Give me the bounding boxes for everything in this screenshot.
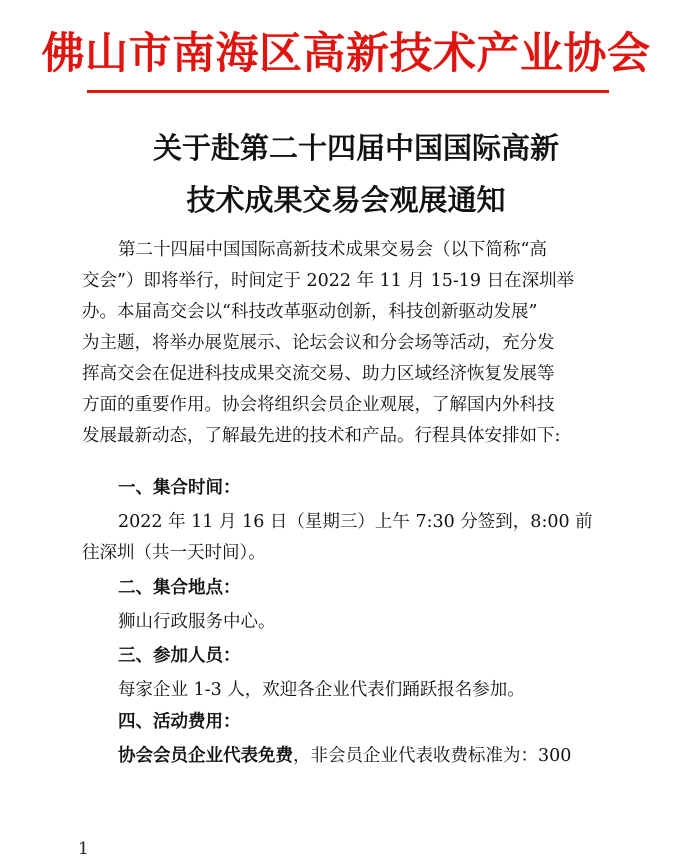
intro-paragraph [82, 235, 610, 452]
organization-header: 佛山市南海区高新技术产业协会 [41, 29, 651, 79]
intro-line: 方面的重要作用。协会将组织会员企业观展，了解国内外科技 [82, 395, 555, 415]
fees-free-text: 协会会员企业代表免费 [118, 746, 293, 766]
participants-text: 每家企业 1-3 人，欢迎各企业代表们踊跃报名参加。 [118, 680, 525, 700]
intro-line: 第二十四届中国国际高新技术成果交易会（以下简称“高 [118, 240, 547, 260]
section-heading-fees: 四、活动费用： [118, 712, 241, 732]
intro-line: 发展最新动态，了解最先进的技术和产品。行程具体安排如下: [82, 426, 561, 446]
fees-standard-text: ，非会员企业代表收费标准为：300 [293, 746, 572, 766]
intro-line: 交会”）即将举行，时间定于 2022 年 11 月 15-19 日在深圳举 [82, 271, 575, 291]
section-heading-gathering-time: 一、集合时间： [118, 478, 241, 498]
document-title-line-2: 技术成果交易会观展通知 [186, 183, 506, 217]
page-number: 1 [78, 839, 89, 859]
section-heading-participants: 三、参加人员： [118, 646, 241, 666]
intro-line: 办。本届高交会以“科技改革驱动创新，科技创新驱动发展” [82, 302, 538, 322]
section-heading-gathering-place: 二、集合地点： [118, 578, 241, 598]
intro-line: 挥高交会在促进科技成果交流交易、助力区域经济恢复发展等 [82, 364, 555, 384]
gathering-time-line-2: 往深圳（共一天时间）。 [82, 543, 266, 563]
fees-text [118, 741, 571, 772]
intro-line: 为主题，将举办展览展示、论坛会议和分会场等活动，充分发 [82, 333, 555, 353]
document-title-line-1: 关于赴第二十四届中国国际高新 [152, 131, 559, 165]
gathering-place-text: 狮山行政服务中心。 [118, 612, 276, 632]
header-divider [87, 90, 609, 93]
gathering-time-line-1: 2022 年 11 月 16 日（星期三）上午 7:30 分签到，8:00 前 [118, 512, 593, 532]
